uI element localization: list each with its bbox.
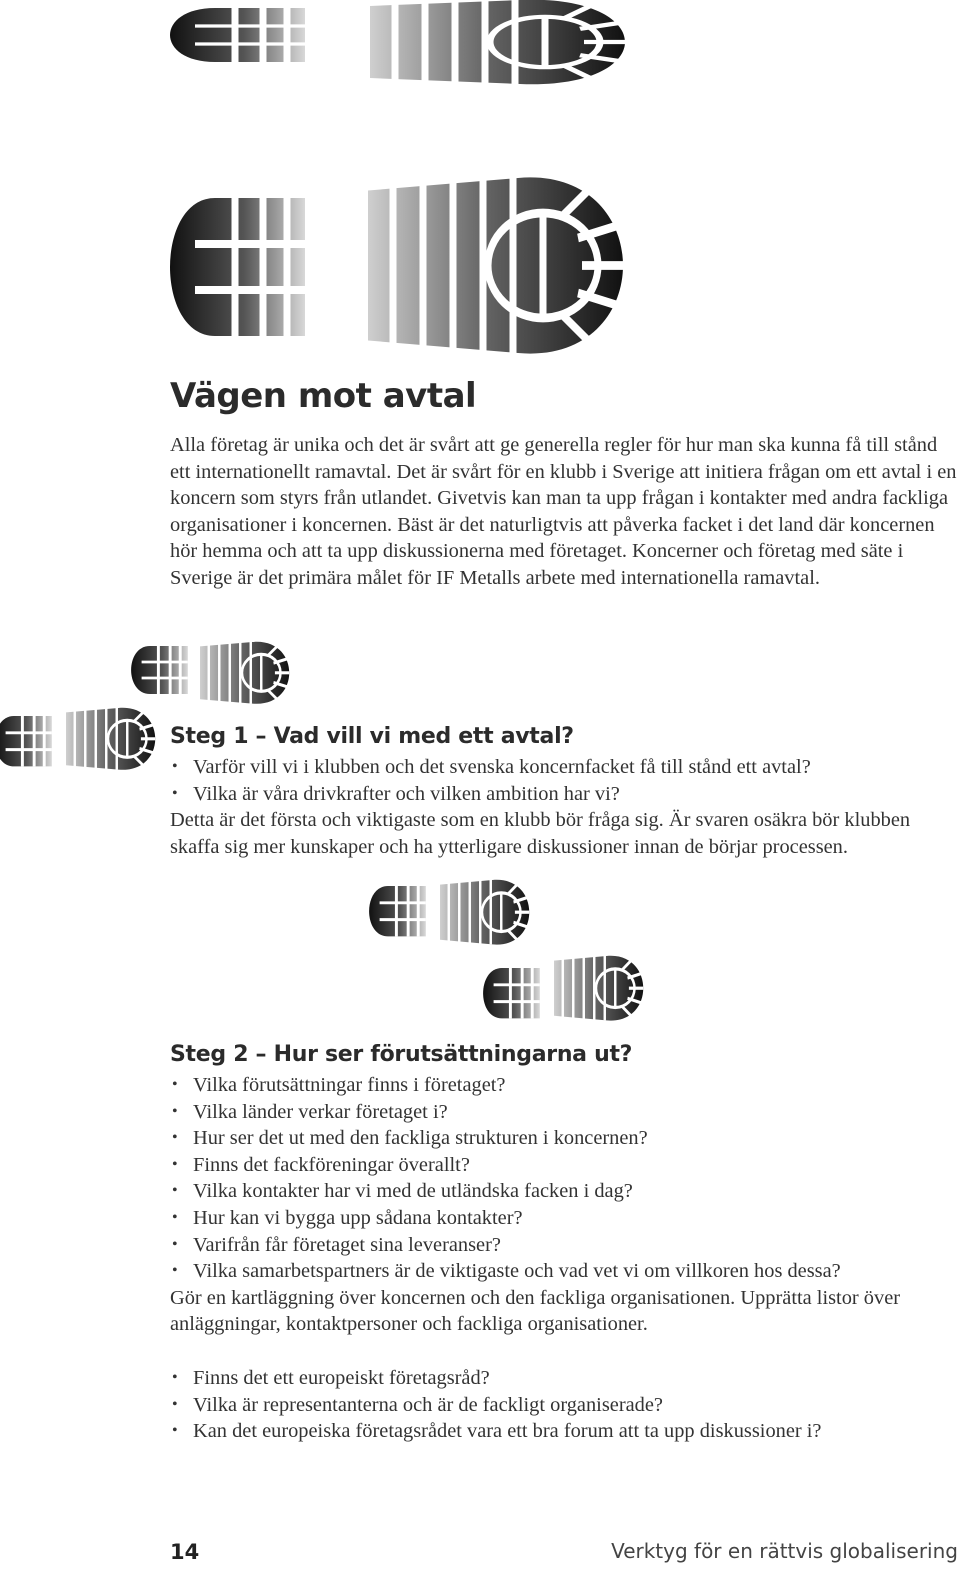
step2-heading: Steg 2 – Hur ser förutsättningarna ut? <box>170 1042 633 1067</box>
list-item: • Vilka är representanterna och är de fackligt organiserade? <box>170 1392 960 1419</box>
step2-section <box>170 1072 960 1338</box>
step2-bullet-list <box>170 1072 960 1285</box>
list-item: • Vilka förutsättningar finns i företaget? <box>170 1072 960 1099</box>
step1-bullet-list <box>170 754 960 807</box>
list-item: • Varför vill vi i klubben och det svenska koncernfacket få till stånd ett avtal? <box>170 754 960 781</box>
step2-section-extra <box>170 1365 960 1445</box>
page-number: 14 <box>170 1540 200 1564</box>
page-title: Vägen mot avtal <box>170 376 477 416</box>
intro-paragraph: Alla företag är unika och det är svårt att ge generella regler för hur man ska kunna få till stånd ett internationellt ramavtal. Det är svårt för en klubb i Sverige att initiera frågan om ett avtal i en koncern som styrs från utlandet. Givetvis kan man ta upp frågan i kontakter med andra fackliga organisationer i koncernen. Bäst är det naturligtvis att påverka facket i det land där koncernen hör hemma och att ta upp diskussionerna med företaget. Koncerner och företag med säte i Sverige är det primära målet för IF Metalls arbete med internationella ramavtal. <box>170 434 957 589</box>
list-item: • Finns det ett europeiskt företagsråd? <box>170 1365 960 1392</box>
list-item: • Vilka är våra drivkrafter och vilken ambition har vi? <box>170 781 960 808</box>
list-item: • Vilka kontakter har vi med de utländska facken i dag? <box>170 1178 960 1205</box>
list-item: • Vilka samarbetspartners är de viktigaste och vad vet vi om villkoren hos dessa? <box>170 1258 960 1285</box>
list-item: • Varifrån får företaget sina leveranser? <box>170 1232 960 1259</box>
step1-text: Detta är det första och viktigaste som en klubb bör fråga sig. Är svaren osäkra bör klubben skaffa sig mer kunskaper och ha ytterligare diskussioner innan de börjar processen. <box>170 809 911 858</box>
step1-section <box>170 754 960 860</box>
list-item: • Kan det europeiska företagsrådet vara ett bra forum att ta upp diskussioner i? <box>170 1418 960 1445</box>
running-footer: Verktyg för en rättvis globalisering <box>611 1539 958 1563</box>
list-item: • Hur kan vi bygga upp sådana kontakter? <box>170 1205 960 1232</box>
list-item: • Finns det fackföreningar överallt? <box>170 1152 960 1179</box>
step1-heading: Steg 1 – Vad vill vi med ett avtal? <box>170 724 574 749</box>
list-item: • Hur ser det ut med den fackliga strukturen i koncernen? <box>170 1125 960 1152</box>
step2-text: Gör en kartläggning över koncernen och den fackliga organisationen. Upprätta listor över anläggningar, kontaktpersoner och fackliga organisationer. <box>170 1286 901 1336</box>
list-item: • Vilka länder verkar företaget i? <box>170 1099 960 1126</box>
step2-bullet-list-2 <box>170 1365 960 1445</box>
